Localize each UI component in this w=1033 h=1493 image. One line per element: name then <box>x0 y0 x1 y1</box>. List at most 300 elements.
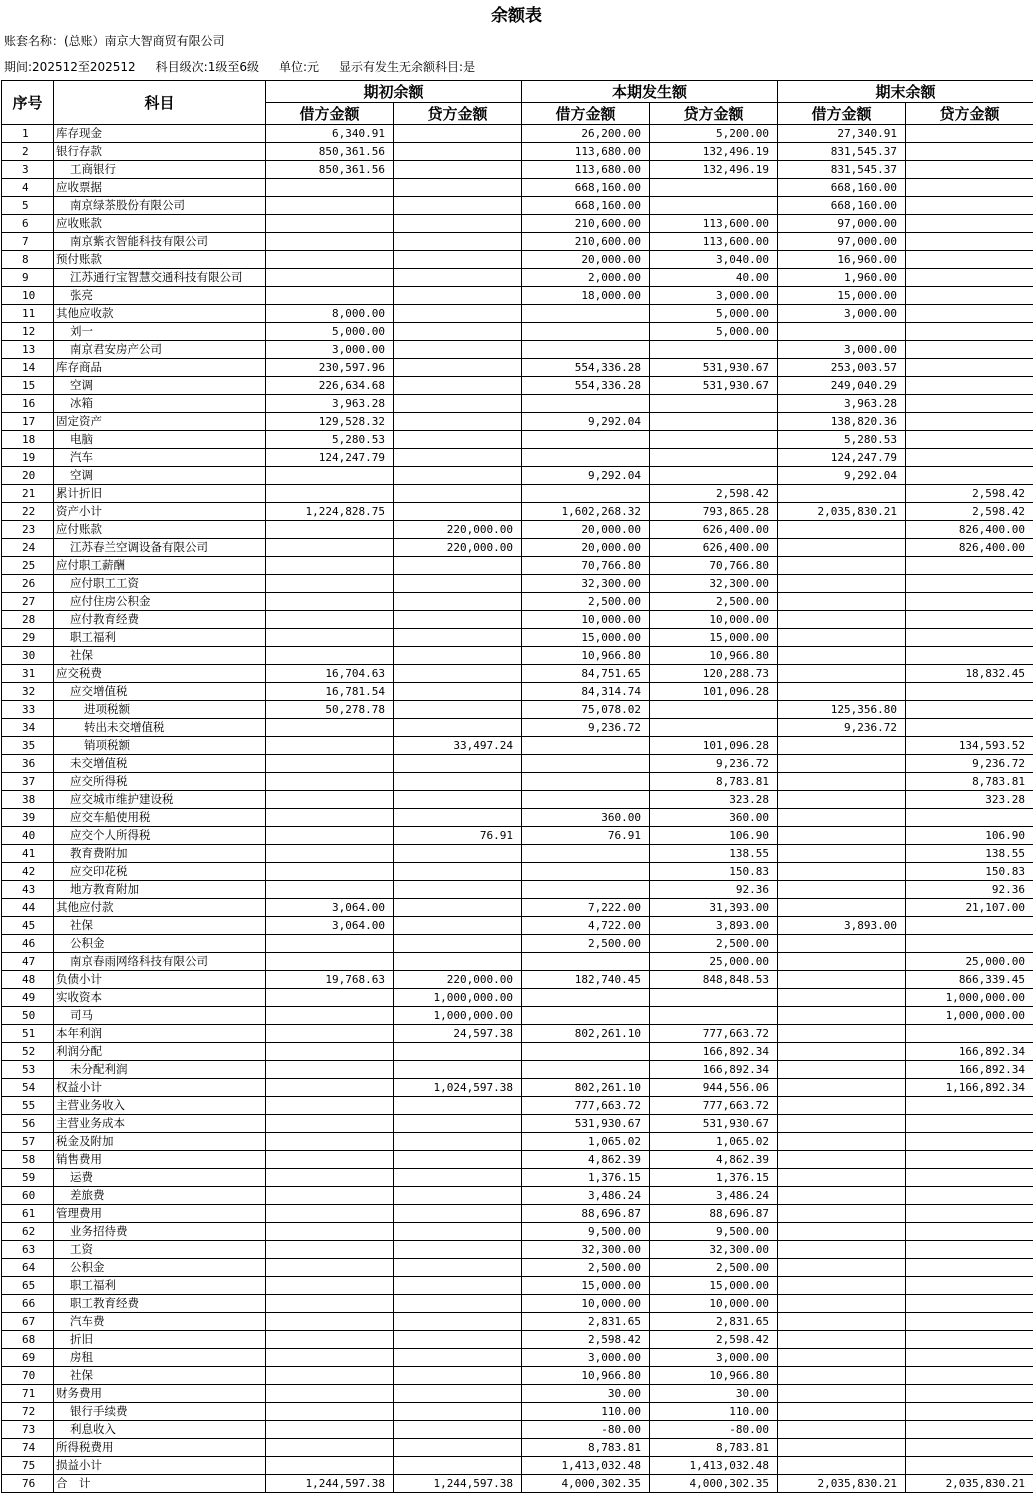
row-current-credit: 25,000.00 <box>650 953 778 971</box>
row-closing-credit <box>906 197 1033 215</box>
row-seq: 49 <box>2 989 54 1007</box>
row-closing-credit <box>906 413 1033 431</box>
row-current-credit: 10,000.00 <box>650 611 778 629</box>
row-closing-debit <box>778 1151 906 1169</box>
row-closing-credit <box>906 1385 1033 1403</box>
row-opening-credit <box>394 791 522 809</box>
row-subject: 工资 <box>54 1241 266 1259</box>
row-opening-debit: 50,278.78 <box>266 701 394 719</box>
row-closing-debit <box>778 1133 906 1151</box>
row-closing-credit <box>906 251 1033 269</box>
row-current-credit <box>650 197 778 215</box>
row-closing-credit: 2,035,830.21 <box>906 1475 1033 1493</box>
row-opening-credit: 220,000.00 <box>394 521 522 539</box>
row-opening-debit <box>266 647 394 665</box>
row-closing-credit: 92.36 <box>906 881 1033 899</box>
row-subject: 教育费附加 <box>54 845 266 863</box>
row-closing-debit <box>778 611 906 629</box>
row-opening-credit <box>394 305 522 323</box>
row-opening-credit <box>394 665 522 683</box>
row-current-debit: 10,966.80 <box>522 1367 650 1385</box>
row-current-debit: 3,486.24 <box>522 1187 650 1205</box>
table-row <box>2 1223 1033 1241</box>
row-closing-debit: 3,893.00 <box>778 917 906 935</box>
row-current-credit: 9,236.72 <box>650 755 778 773</box>
row-closing-debit: 2,035,830.21 <box>778 503 906 521</box>
row-current-credit: 531,930.67 <box>650 1115 778 1133</box>
row-opening-debit: 129,528.32 <box>266 413 394 431</box>
row-opening-debit: 3,000.00 <box>266 341 394 359</box>
row-current-debit: 76.91 <box>522 827 650 845</box>
row-current-debit: 84,751.65 <box>522 665 650 683</box>
row-current-debit: 84,314.74 <box>522 683 650 701</box>
table-row <box>2 611 1033 629</box>
row-opening-debit <box>266 863 394 881</box>
row-current-credit: 31,393.00 <box>650 899 778 917</box>
row-seq: 36 <box>2 755 54 773</box>
row-subject: 业务招待费 <box>54 1223 266 1241</box>
row-closing-debit: 16,960.00 <box>778 251 906 269</box>
row-seq: 66 <box>2 1295 54 1313</box>
row-closing-debit <box>778 1259 906 1277</box>
row-opening-credit <box>394 125 522 143</box>
row-subject: 房租 <box>54 1349 266 1367</box>
balance-table <box>1 80 1033 1493</box>
row-current-credit <box>650 449 778 467</box>
row-subject: 所得税费用 <box>54 1439 266 1457</box>
row-subject: 公积金 <box>54 935 266 953</box>
row-current-debit: 2,598.42 <box>522 1331 650 1349</box>
row-opening-credit <box>394 1277 522 1295</box>
row-opening-credit <box>394 1187 522 1205</box>
row-seq: 73 <box>2 1421 54 1439</box>
row-opening-credit <box>394 503 522 521</box>
row-current-credit: 4,000,302.35 <box>650 1475 778 1493</box>
row-current-debit: 10,966.80 <box>522 647 650 665</box>
row-subject: 库存现金 <box>54 125 266 143</box>
row-opening-credit <box>394 287 522 305</box>
row-opening-credit: 76.91 <box>394 827 522 845</box>
row-seq: 12 <box>2 323 54 341</box>
row-subject: 财务费用 <box>54 1385 266 1403</box>
row-seq: 57 <box>2 1133 54 1151</box>
row-subject: 主营业务收入 <box>54 1097 266 1115</box>
row-opening-debit <box>266 1439 394 1457</box>
row-subject: 冰箱 <box>54 395 266 413</box>
row-current-debit: 20,000.00 <box>522 251 650 269</box>
row-subject: 南京春雨网络科技有限公司 <box>54 953 266 971</box>
row-subject: 汽车费 <box>54 1313 266 1331</box>
row-opening-debit <box>266 593 394 611</box>
table-row <box>2 1295 1033 1313</box>
row-subject: 利润分配 <box>54 1043 266 1061</box>
row-closing-credit: 21,107.00 <box>906 899 1033 917</box>
row-seq: 25 <box>2 557 54 575</box>
row-current-credit <box>650 467 778 485</box>
row-subject: 空调 <box>54 377 266 395</box>
table-row <box>2 1169 1033 1187</box>
row-seq: 10 <box>2 287 54 305</box>
table-row <box>2 359 1033 377</box>
row-closing-credit <box>906 1403 1033 1421</box>
table-row <box>2 1205 1033 1223</box>
row-current-debit: 4,000,302.35 <box>522 1475 650 1493</box>
row-closing-credit: 2,598.42 <box>906 485 1033 503</box>
row-subject: 银行存款 <box>54 143 266 161</box>
row-opening-debit: 16,781.54 <box>266 683 394 701</box>
row-opening-credit <box>394 341 522 359</box>
row-seq: 37 <box>2 773 54 791</box>
row-opening-debit <box>266 1385 394 1403</box>
row-current-credit: 15,000.00 <box>650 1277 778 1295</box>
table-row <box>2 737 1033 755</box>
row-opening-debit: 850,361.56 <box>266 161 394 179</box>
row-subject: 负债小计 <box>54 971 266 989</box>
row-opening-debit: 3,064.00 <box>266 917 394 935</box>
row-opening-credit <box>394 863 522 881</box>
row-subject: 应收账款 <box>54 215 266 233</box>
row-seq: 46 <box>2 935 54 953</box>
row-opening-credit <box>394 683 522 701</box>
row-current-credit: 3,893.00 <box>650 917 778 935</box>
table-row <box>2 1385 1033 1403</box>
row-closing-credit <box>906 809 1033 827</box>
row-seq: 5 <box>2 197 54 215</box>
row-opening-credit <box>394 1457 522 1475</box>
row-current-debit: 113,680.00 <box>522 143 650 161</box>
unit-label: 单位:元 <box>279 60 319 74</box>
row-closing-debit <box>778 1331 906 1349</box>
table-row <box>2 917 1033 935</box>
row-seq: 8 <box>2 251 54 269</box>
row-closing-credit <box>906 629 1033 647</box>
row-current-debit <box>522 863 650 881</box>
row-current-debit: 32,300.00 <box>522 1241 650 1259</box>
table-row <box>2 305 1033 323</box>
row-closing-credit: 1,000,000.00 <box>906 1007 1033 1025</box>
table-row <box>2 647 1033 665</box>
table-row <box>2 953 1033 971</box>
row-opening-credit <box>394 467 522 485</box>
row-closing-debit <box>778 935 906 953</box>
row-closing-debit <box>778 1097 906 1115</box>
table-row <box>2 773 1033 791</box>
row-current-credit: 2,500.00 <box>650 593 778 611</box>
row-closing-credit <box>906 287 1033 305</box>
row-closing-debit <box>778 1457 906 1475</box>
row-closing-debit: 27,340.91 <box>778 125 906 143</box>
row-current-debit: 30.00 <box>522 1385 650 1403</box>
table-row <box>2 161 1033 179</box>
row-subject: 未分配利润 <box>54 1061 266 1079</box>
row-current-debit: 2,500.00 <box>522 935 650 953</box>
row-closing-credit: 826,400.00 <box>906 539 1033 557</box>
row-subject: 应付职工薪酬 <box>54 557 266 575</box>
row-current-debit: 802,261.10 <box>522 1079 650 1097</box>
row-closing-debit: 3,000.00 <box>778 341 906 359</box>
row-closing-credit <box>906 719 1033 737</box>
row-current-debit <box>522 431 650 449</box>
row-opening-credit <box>394 881 522 899</box>
row-closing-credit <box>906 1241 1033 1259</box>
row-closing-debit <box>778 1241 906 1259</box>
row-closing-debit: 249,040.29 <box>778 377 906 395</box>
row-opening-credit <box>394 1169 522 1187</box>
row-closing-debit: 3,963.28 <box>778 395 906 413</box>
row-closing-debit <box>778 1277 906 1295</box>
row-current-credit: 15,000.00 <box>650 629 778 647</box>
row-current-debit <box>522 341 650 359</box>
row-opening-credit <box>394 377 522 395</box>
row-subject: 空调 <box>54 467 266 485</box>
row-opening-credit <box>394 485 522 503</box>
row-opening-debit <box>266 1115 394 1133</box>
row-current-debit: 20,000.00 <box>522 539 650 557</box>
row-current-credit: 3,000.00 <box>650 1349 778 1367</box>
row-opening-credit <box>394 611 522 629</box>
row-subject: 工商银行 <box>54 161 266 179</box>
row-opening-credit: 33,497.24 <box>394 737 522 755</box>
row-closing-debit: 2,035,830.21 <box>778 1475 906 1493</box>
row-current-debit: 210,600.00 <box>522 233 650 251</box>
row-current-debit: 70,766.80 <box>522 557 650 575</box>
table-row <box>2 1403 1033 1421</box>
row-opening-debit <box>266 269 394 287</box>
row-current-credit: 92.36 <box>650 881 778 899</box>
row-current-debit <box>522 989 650 1007</box>
row-current-debit: 110.00 <box>522 1403 650 1421</box>
row-opening-debit <box>266 1313 394 1331</box>
row-closing-credit: 166,892.34 <box>906 1043 1033 1061</box>
row-closing-credit <box>906 1097 1033 1115</box>
row-opening-debit <box>266 521 394 539</box>
row-seq: 9 <box>2 269 54 287</box>
row-seq: 32 <box>2 683 54 701</box>
row-current-credit: 120,288.73 <box>650 665 778 683</box>
table-row <box>2 1475 1033 1493</box>
row-opening-credit <box>394 1367 522 1385</box>
table-row <box>2 1187 1033 1205</box>
row-subject: 职工福利 <box>54 629 266 647</box>
row-opening-credit <box>394 917 522 935</box>
row-seq: 3 <box>2 161 54 179</box>
row-closing-credit <box>906 557 1033 575</box>
row-seq: 21 <box>2 485 54 503</box>
row-opening-credit <box>394 1061 522 1079</box>
row-current-debit: 2,500.00 <box>522 1259 650 1277</box>
row-current-credit: 70,766.80 <box>650 557 778 575</box>
row-closing-credit: 2,598.42 <box>906 503 1033 521</box>
row-opening-credit <box>394 179 522 197</box>
row-opening-debit <box>266 1223 394 1241</box>
row-opening-debit <box>266 1043 394 1061</box>
row-closing-credit <box>906 269 1033 287</box>
row-closing-debit <box>778 647 906 665</box>
row-closing-credit <box>906 701 1033 719</box>
row-current-credit: 848,848.53 <box>650 971 778 989</box>
row-current-debit: 2,831.65 <box>522 1313 650 1331</box>
row-opening-credit <box>394 359 522 377</box>
row-current-credit <box>650 179 778 197</box>
row-current-debit: 26,200.00 <box>522 125 650 143</box>
report-params <box>4 59 495 75</box>
row-current-debit <box>522 791 650 809</box>
row-opening-credit: 220,000.00 <box>394 539 522 557</box>
row-subject: 主营业务成本 <box>54 1115 266 1133</box>
row-current-debit: 668,160.00 <box>522 197 650 215</box>
row-opening-debit <box>266 809 394 827</box>
row-closing-credit <box>906 1367 1033 1385</box>
row-opening-debit: 19,768.63 <box>266 971 394 989</box>
row-closing-debit <box>778 665 906 683</box>
row-closing-debit: 125,356.80 <box>778 701 906 719</box>
row-closing-debit <box>778 1025 906 1043</box>
row-subject: 其他应收款 <box>54 305 266 323</box>
row-opening-debit <box>266 1169 394 1187</box>
table-row <box>2 935 1033 953</box>
row-current-credit: 132,496.19 <box>650 143 778 161</box>
row-current-debit <box>522 1007 650 1025</box>
row-closing-debit <box>778 1007 906 1025</box>
row-current-debit: 802,261.10 <box>522 1025 650 1043</box>
row-current-credit: 323.28 <box>650 791 778 809</box>
row-opening-debit: 16,704.63 <box>266 665 394 683</box>
table-row <box>2 539 1033 557</box>
row-closing-debit <box>778 629 906 647</box>
row-opening-debit <box>266 1457 394 1475</box>
row-current-debit: 1,065.02 <box>522 1133 650 1151</box>
row-seq: 58 <box>2 1151 54 1169</box>
row-seq: 24 <box>2 539 54 557</box>
row-opening-credit <box>394 161 522 179</box>
table-row <box>2 827 1033 845</box>
row-subject: 张亮 <box>54 287 266 305</box>
table-row <box>2 809 1033 827</box>
row-opening-debit: 3,064.00 <box>266 899 394 917</box>
row-closing-debit: 1,960.00 <box>778 269 906 287</box>
show-zero-label: 显示有发生无余额科目:是 <box>339 60 475 74</box>
table-row <box>2 1115 1033 1133</box>
row-closing-debit <box>778 1079 906 1097</box>
row-subject: 南京绿茶股份有限公司 <box>54 197 266 215</box>
row-current-debit: 554,336.28 <box>522 377 650 395</box>
row-closing-credit <box>906 161 1033 179</box>
row-current-credit: 113,600.00 <box>650 233 778 251</box>
row-closing-debit <box>778 1043 906 1061</box>
row-opening-credit <box>394 197 522 215</box>
row-opening-credit <box>394 269 522 287</box>
row-closing-credit <box>906 917 1033 935</box>
table-row <box>2 143 1033 161</box>
row-current-debit: 777,663.72 <box>522 1097 650 1115</box>
row-seq: 67 <box>2 1313 54 1331</box>
row-closing-credit <box>906 125 1033 143</box>
row-opening-debit <box>266 1277 394 1295</box>
row-current-debit: 2,500.00 <box>522 593 650 611</box>
row-closing-credit <box>906 593 1033 611</box>
row-closing-credit: 138.55 <box>906 845 1033 863</box>
table-row <box>2 503 1033 521</box>
row-subject: 江苏春兰空调设备有限公司 <box>54 539 266 557</box>
row-closing-credit: 106.90 <box>906 827 1033 845</box>
row-closing-debit <box>778 539 906 557</box>
row-opening-debit <box>266 1151 394 1169</box>
report-title: 余额表 <box>0 4 1033 28</box>
table-row <box>2 863 1033 881</box>
row-current-debit: 88,696.87 <box>522 1205 650 1223</box>
row-opening-debit <box>266 1331 394 1349</box>
row-opening-credit <box>394 773 522 791</box>
row-opening-debit <box>266 629 394 647</box>
row-subject: 应付教育经费 <box>54 611 266 629</box>
row-seq: 15 <box>2 377 54 395</box>
row-current-credit: 101,096.28 <box>650 737 778 755</box>
row-closing-debit <box>778 737 906 755</box>
row-opening-credit <box>394 719 522 737</box>
row-subject: 职工福利 <box>54 1277 266 1295</box>
table-row <box>2 1097 1033 1115</box>
row-opening-credit <box>394 395 522 413</box>
row-opening-credit <box>394 323 522 341</box>
table-row <box>2 1079 1033 1097</box>
table-row <box>2 629 1033 647</box>
row-seq: 17 <box>2 413 54 431</box>
row-opening-debit <box>266 1259 394 1277</box>
row-closing-credit <box>906 215 1033 233</box>
row-opening-debit <box>266 1205 394 1223</box>
row-current-credit: 2,500.00 <box>650 935 778 953</box>
row-closing-credit: 166,892.34 <box>906 1061 1033 1079</box>
row-opening-debit <box>266 1241 394 1259</box>
row-current-debit: 1,376.15 <box>522 1169 650 1187</box>
row-subject: 刘一 <box>54 323 266 341</box>
row-closing-debit <box>778 1295 906 1313</box>
row-closing-debit <box>778 683 906 701</box>
row-subject: 应交个人所得税 <box>54 827 266 845</box>
row-opening-debit <box>266 1007 394 1025</box>
row-closing-credit: 323.28 <box>906 791 1033 809</box>
row-closing-credit <box>906 1223 1033 1241</box>
row-current-debit: 9,236.72 <box>522 719 650 737</box>
row-seq: 51 <box>2 1025 54 1043</box>
row-current-credit: 531,930.67 <box>650 359 778 377</box>
row-current-debit: 9,292.04 <box>522 467 650 485</box>
row-closing-debit <box>778 1205 906 1223</box>
row-closing-credit <box>906 575 1033 593</box>
row-seq: 41 <box>2 845 54 863</box>
row-seq: 55 <box>2 1097 54 1115</box>
table-row <box>2 197 1033 215</box>
row-opening-credit <box>394 557 522 575</box>
row-closing-debit <box>778 593 906 611</box>
row-current-credit: 2,598.42 <box>650 485 778 503</box>
row-opening-debit <box>266 719 394 737</box>
row-current-debit <box>522 881 650 899</box>
row-closing-debit: 9,292.04 <box>778 467 906 485</box>
table-row <box>2 1313 1033 1331</box>
row-opening-debit: 1,224,828.75 <box>266 503 394 521</box>
row-seq: 31 <box>2 665 54 683</box>
row-subject: 南京君安房产公司 <box>54 341 266 359</box>
row-seq: 65 <box>2 1277 54 1295</box>
table-row <box>2 1439 1033 1457</box>
row-seq: 30 <box>2 647 54 665</box>
row-subject: 银行手续费 <box>54 1403 266 1421</box>
row-closing-debit <box>778 1313 906 1331</box>
row-current-debit <box>522 845 650 863</box>
row-subject: 库存商品 <box>54 359 266 377</box>
row-closing-credit <box>906 1457 1033 1475</box>
